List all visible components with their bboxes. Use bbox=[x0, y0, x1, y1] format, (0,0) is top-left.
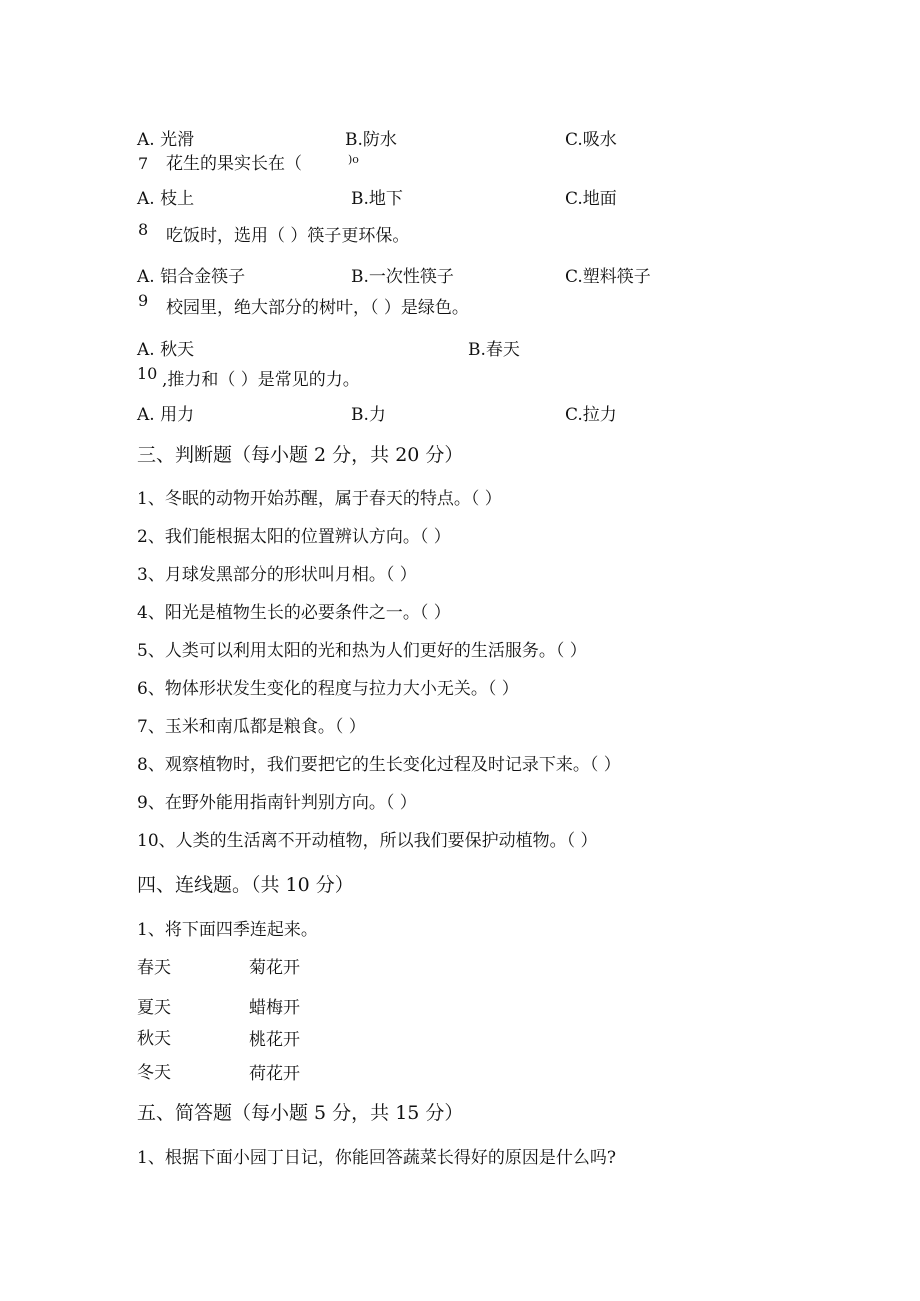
q6-option-c: C.吸水 bbox=[565, 130, 617, 150]
q8-option-c: C.塑料筷子 bbox=[565, 267, 651, 287]
section3-title: 三、判断题（每小题 2 分，共 20 分） bbox=[137, 444, 464, 466]
season-autumn: 秋天 bbox=[137, 1029, 171, 1049]
q9-option-a: A. 秋天 bbox=[137, 340, 195, 360]
q7-stem: 花生的果实长在（ bbox=[166, 154, 302, 174]
q6-option-b: B.防水 bbox=[345, 130, 397, 150]
q8-stem: 吃饭时，选用（ ）筷子更环保。 bbox=[166, 226, 410, 246]
judge-item-2: 2、我们能根据太阳的位置辨认方向。（ ） bbox=[137, 527, 451, 547]
q10-option-b: B.力 bbox=[351, 405, 386, 425]
q8-number: 8 bbox=[138, 220, 149, 239]
q7-option-b: B.地下 bbox=[351, 189, 403, 209]
q7-option-c: C.地面 bbox=[565, 189, 617, 209]
season-summer: 夏天 bbox=[137, 998, 171, 1018]
q8-option-a: A. 铝合金筷子 bbox=[137, 267, 246, 287]
flower-wintersweet: 蜡梅开 bbox=[249, 998, 300, 1018]
judge-item-6: 6、物体形状发生变化的程度与拉力大小无关。（ ） bbox=[137, 679, 519, 699]
judge-item-3: 3、月球发黑部分的形状叫月相。（ ） bbox=[137, 565, 417, 585]
q10-number: 10 bbox=[137, 364, 158, 383]
q10-option-a: A. 用力 bbox=[137, 405, 195, 425]
q7-option-a: A. 枝上 bbox=[137, 189, 195, 209]
judge-item-5: 5、人类可以利用太阳的光和热为人们更好的生活服务。（ ） bbox=[137, 641, 587, 661]
q8-option-b: B.一次性筷子 bbox=[351, 267, 454, 287]
judge-item-9: 9、在野外能用指南针判别方向。（ ） bbox=[137, 793, 417, 813]
section5-question: 1、根据下面小园丁日记，你能回答蔬菜长得好的原因是什么吗? bbox=[137, 1148, 616, 1168]
judge-item-10: 10、人类的生活离不开动植物，所以我们要保护动植物。（ ） bbox=[137, 831, 598, 851]
judge-item-8: 8、观察植物时，我们要把它的生长变化过程及时记录下来。（ ） bbox=[137, 755, 621, 775]
flower-chrysanthemum: 菊花开 bbox=[249, 958, 300, 978]
flower-peach: 桃花开 bbox=[249, 1030, 300, 1050]
section4-question: 1、将下面四季连起来。 bbox=[137, 920, 318, 940]
q10-stem: ,推力和（ ）是常见的力。 bbox=[162, 370, 360, 390]
q9-number: 9 bbox=[138, 291, 149, 310]
q9-stem: 校园里，绝大部分的树叶，（ ）是绿色。 bbox=[166, 298, 469, 318]
flower-lotus: 荷花开 bbox=[249, 1064, 300, 1084]
q10-option-c: C.拉力 bbox=[565, 405, 617, 425]
judge-item-1: 1、冬眠的动物开始苏醒，属于春天的特点。（ ） bbox=[137, 489, 502, 509]
judge-item-4: 4、阳光是植物生长的必要条件之一。（ ） bbox=[137, 603, 451, 623]
q7-close: )o bbox=[348, 153, 359, 166]
q6-option-a: A. 光滑 bbox=[137, 130, 195, 150]
q9-option-b: B.春天 bbox=[468, 340, 520, 360]
section4-title: 四、连线题。（共 10 分） bbox=[137, 874, 354, 896]
season-spring: 春天 bbox=[137, 958, 171, 978]
season-winter: 冬天 bbox=[137, 1063, 171, 1083]
judge-item-7: 7、玉米和南瓜都是粮食。（ ） bbox=[137, 717, 366, 737]
q7-number: 7 bbox=[138, 154, 149, 173]
section5-title: 五、简答题（每小题 5 分，共 15 分） bbox=[137, 1102, 464, 1124]
